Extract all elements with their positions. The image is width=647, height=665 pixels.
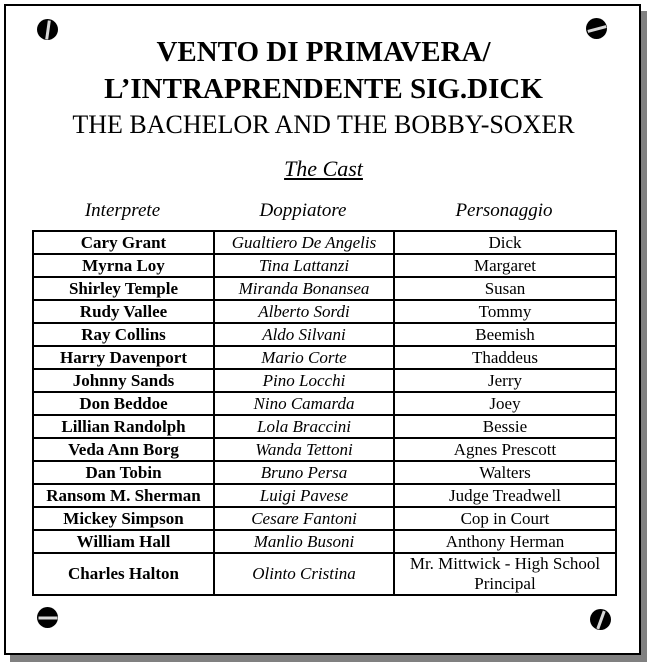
cell-doppiatore: Manlio Busoni [214,530,394,553]
cell-interprete: Charles Halton [33,553,214,595]
title-original-english: THE BACHELOR AND THE BOBBY-SOXER [72,110,575,139]
cell-personaggio: Cop in Court [394,507,616,530]
cell-doppiatore: Bruno Persa [214,461,394,484]
column-header-doppiatore: Doppiatore [259,200,347,221]
section-heading [0,156,647,182]
cell-personaggio: Joey [394,392,616,415]
cell-doppiatore: Miranda Bonansea [214,277,394,300]
cell-interprete: Ransom M. Sherman [33,484,214,507]
cell-interprete: Harry Davenport [33,346,214,369]
screw-icon-bottom-right [590,609,611,630]
cell-interprete: Rudy Vallee [33,300,214,323]
cell-doppiatore: Alberto Sordi [214,300,394,323]
cast-table-row [33,323,616,346]
cast-table [32,230,617,596]
cast-table-row [33,484,616,507]
cell-interprete: Don Beddoe [33,392,214,415]
cast-table-row [33,553,616,595]
cell-doppiatore: Pino Locchi [214,369,394,392]
title-block [0,34,647,142]
cell-personaggio: Bessie [394,415,616,438]
cast-table-row [33,300,616,323]
cell-personaggio: Tommy [394,300,616,323]
cast-table-row [33,415,616,438]
screw-slot [596,610,605,629]
cell-interprete: Shirley Temple [33,277,214,300]
cell-personaggio: Agnes Prescott [394,438,616,461]
title-italian-line1: VENTO DI PRIMAVERA/ [156,36,491,68]
cell-doppiatore: Nino Camarda [214,392,394,415]
cell-doppiatore: Olinto Cristina [214,553,394,595]
cell-doppiatore: Luigi Pavese [214,484,394,507]
cell-interprete: William Hall [33,530,214,553]
cell-interprete: Veda Ann Borg [33,438,214,461]
cast-table-row [33,369,616,392]
cell-doppiatore: Lola Braccini [214,415,394,438]
cell-doppiatore: Tina Lattanzi [214,254,394,277]
cell-doppiatore: Wanda Tettoni [214,438,394,461]
cast-table-row [33,530,616,553]
cast-table-row [33,231,616,254]
column-header-interprete: Interprete [84,200,161,221]
cell-interprete: Myrna Loy [33,254,214,277]
cell-personaggio: Anthony Herman [394,530,616,553]
section-heading-text: The Cast [284,156,363,181]
cell-interprete: Ray Collins [33,323,214,346]
cell-doppiatore: Gualtiero De Angelis [214,231,394,254]
cast-table-row [33,461,616,484]
screw-icon-bottom-left [37,607,58,628]
cell-doppiatore: Cesare Fantoni [214,507,394,530]
cast-table-body [33,231,616,595]
cast-table-row [33,392,616,415]
cell-personaggio: Thaddeus [394,346,616,369]
cell-doppiatore: Mario Corte [214,346,394,369]
cell-interprete: Johnny Sands [33,369,214,392]
cast-table-row [33,254,616,277]
cell-interprete: Lillian Randolph [33,415,214,438]
cell-personaggio: Dick [394,231,616,254]
cell-personaggio: Judge Treadwell [394,484,616,507]
title-italian-line2: L’INTRAPRENDENTE SIG.DICK [104,73,543,105]
cast-table-row [33,346,616,369]
cell-personaggio: Beemish [394,323,616,346]
cell-personaggio: Margaret [394,254,616,277]
screw-slot [587,25,606,33]
cell-personaggio: Walters [394,461,616,484]
cell-doppiatore: Aldo Silvani [214,323,394,346]
cell-interprete: Mickey Simpson [33,507,214,530]
cell-personaggio: Susan [394,277,616,300]
cast-table-row [33,277,616,300]
cast-table-row [33,438,616,461]
cell-interprete: Dan Tobin [33,461,214,484]
screw-slot [38,616,57,619]
cell-personaggio: Jerry [394,369,616,392]
cell-personaggio: Mr. Mittwick - High School Principal [394,553,616,595]
column-header-personaggio: Personaggio [455,200,553,221]
column-headers [32,200,615,222]
cast-table-row [33,507,616,530]
cell-interprete: Cary Grant [33,231,214,254]
